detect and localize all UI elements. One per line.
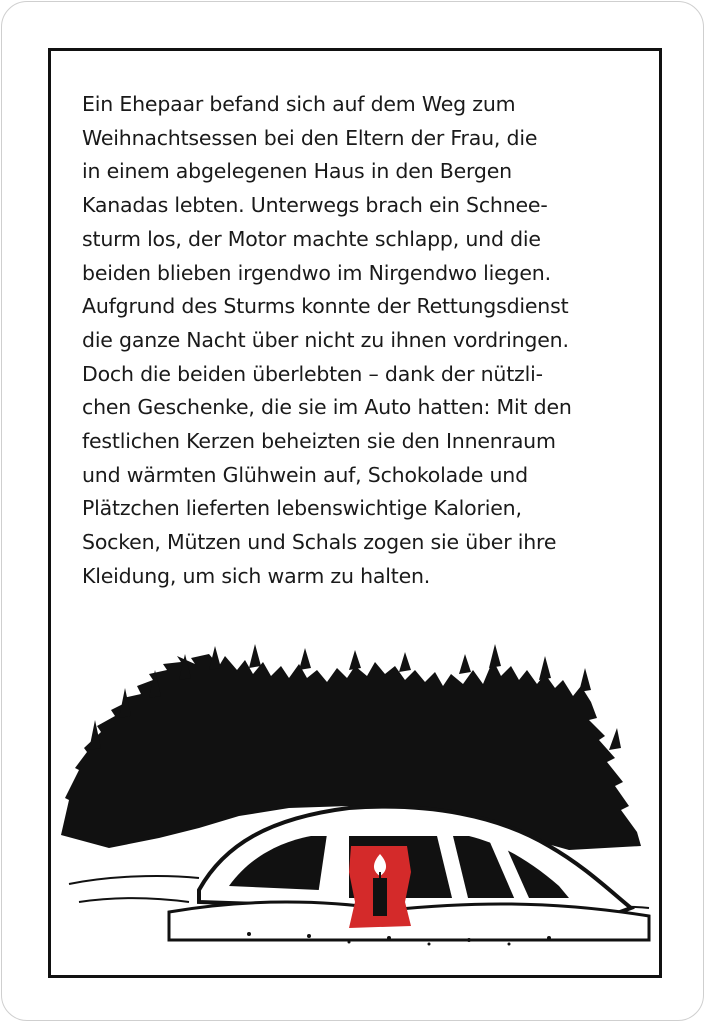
snowbound-car-illustration xyxy=(49,640,657,973)
story-line: in einem abgelegenen Haus in den Bergen xyxy=(82,159,512,184)
story-line: Kanadas lebten. Unterwegs brach ein Schnee- xyxy=(82,193,548,218)
story-line: festlichen Kerzen beheizten sie den Innenraum xyxy=(82,429,556,454)
candle-icon xyxy=(349,846,411,928)
story-line: beiden blieben irgendwo im Nirgendwo liegen. xyxy=(82,260,551,285)
story-line: Ein Ehepaar befand sich auf dem Weg zum xyxy=(82,92,516,116)
story-line: Aufgrund des Sturms konnte der Rettungsdienst xyxy=(82,294,569,319)
story-line: Kleidung, um sich warm zu halten. xyxy=(82,563,431,588)
story-line: chen Geschenke, die sie im Auto hatten: Mit den xyxy=(82,395,572,420)
story-line: Doch die beiden überlebten – dank der nützli- xyxy=(82,361,543,386)
story-line: die ganze Nacht über nicht zu ihnen vordringen. xyxy=(82,327,569,352)
story-line: Plätzchen lieferten lebenswichtige Kalorien, xyxy=(82,496,522,521)
story-text xyxy=(82,88,642,594)
story-line: Weihnachtsessen bei den Eltern der Frau, die xyxy=(82,125,538,150)
story-line: Socken, Mützen und Schals zogen sie über ihre xyxy=(82,530,557,555)
story-line: sturm los, der Motor machte schlapp, und die xyxy=(82,226,541,251)
story-line: und wärmten Glühwein auf, Schokolade und xyxy=(82,462,528,487)
